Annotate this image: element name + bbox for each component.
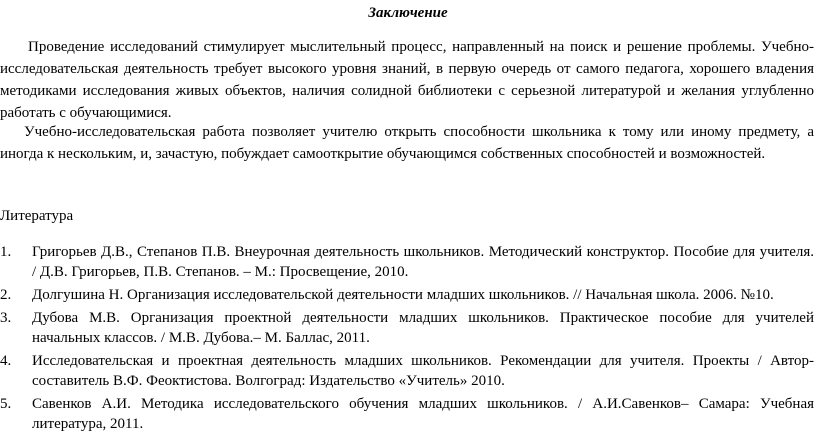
conclusion-paragraph-2-text: Учебно-исследовательская работа позволяет учителю открыть способности школьника к тому или иному предмету, а иногда к нескольким, и, зачастую, побуждает самооткрытие обучающимся собственных способностей и возможностей.: [0, 124, 814, 162]
conclusion-paragraph-1: [0, 36, 814, 124]
reference-text: Григорьев Д.В., Степанов П.В. Внеурочная деятельность школьников. Методический конструктор. Пособие для учителя. / Д.В. Григорьев, П.В. Степанов. – М.: Просвещение, 2010.: [32, 244, 814, 280]
reference-text: Исследовательская и проектная деятельность младших школьников. Рекомендации для учителя. Проекты / Автор-составитель В.Ф. Феоктистова. Волгоград: Издательство «Учитель» 2010.: [32, 353, 814, 389]
conclusion-paragraph-2: [0, 121, 814, 165]
reference-number: 4.: [0, 353, 12, 369]
conclusion-paragraph-1-text: Проведение исследований стимулирует мыслительный процесс, направленный на поиск и решение проблемы. Учебно-исследовательская деятельность требует высокого уровня знаний, в первую очередь от самого педагога, хорошего владения методиками исследования живых объектов, наличия солидной библиотеки с серьезной литературой и желания углубленно работать с обучающимися.: [0, 39, 814, 121]
document-title: Заключение: [368, 5, 448, 21]
reference-number: 3.: [0, 310, 12, 326]
reference-number: 1.: [0, 244, 12, 260]
reference-item: [0, 351, 814, 391]
reference-item: [0, 308, 814, 348]
reference-number: 2.: [0, 287, 12, 303]
literature-heading: Литература: [0, 208, 74, 224]
reference-number: 5.: [0, 396, 12, 412]
reference-text: Долгушина Н. Организация исследовательской деятельности младших школьников. // Начальная школа. 2006. №10.: [32, 287, 774, 303]
reference-item: [0, 242, 814, 282]
reference-item: [0, 285, 814, 305]
reference-item: [0, 394, 814, 434]
reference-text: Савенков А.И. Методика исследовательского обучения младших школьников. / А.И.Савенков– Самара: Учебная литература, 2011.: [32, 396, 814, 432]
reference-text: Дубова М.В. Организация проектной деятельности младших школьников. Практическое пособие для учителей начальных классов. / М.В. Дубова.– М. Баллас, 2011.: [32, 310, 814, 346]
reference-list: [0, 242, 814, 437]
